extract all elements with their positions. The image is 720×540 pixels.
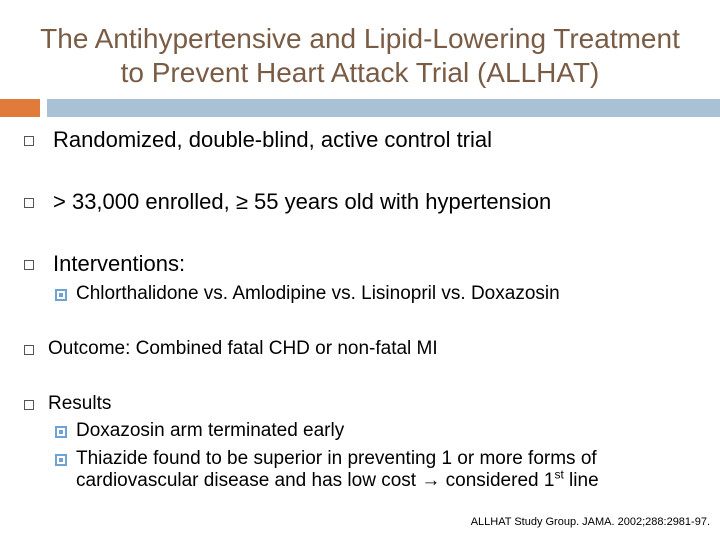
square-bullet-icon [24,198,34,208]
sub-bullet-icon [55,289,67,301]
sub-bullet-icon [55,454,67,466]
sub-bullet-drugs [55,283,560,305]
thiazide-line-1: Thiazide found to be superior in preventing 1 or more forms of [76,448,597,469]
sub-bullet-doxazosin [55,420,344,442]
bullet-text: Results [48,393,112,414]
bullet-trial-design [24,127,492,153]
sub-bullet-text: Chlorthalidone vs. Amlodipine vs. Lisinopril vs. Doxazosin [76,283,560,304]
bullet-text: > 33,000 enrolled, ≥ 55 years old with hypertension [53,189,552,214]
sub-bullet-text: Doxazosin arm terminated early [76,420,345,441]
title-divider-bar [47,99,720,117]
square-bullet-icon [24,136,34,146]
sub-bullet-icon [55,426,67,438]
square-bullet-icon [24,260,34,270]
citation: ALLHAT Study Group. JAMA. 2002;288:2981-97. [470,516,710,528]
title-line-1: The Antihypertensive and Lipid-Lowering Treatment [40,23,680,54]
ordinal-superscript: st [554,467,564,482]
square-bullet-icon [24,400,34,410]
bullet-results [24,393,111,415]
bullet-text: Outcome: Combined fatal CHD or non-fatal MI [48,338,438,359]
thiazide-line-2-middle: considered 1 [440,470,555,491]
bullet-interventions [24,251,185,277]
square-bullet-icon [24,345,34,355]
sub-bullet-thiazide [55,448,599,492]
bullet-text: Randomized, double-blind, active control trial [53,127,493,152]
title-accent-bar [0,99,40,117]
title-line-2: to Prevent Heart Attack Trial (ALLHAT) [120,57,600,88]
bullet-text: Interventions: [53,251,186,276]
thiazide-line-2-end: line [563,470,599,491]
slide-title [0,22,720,90]
right-arrow-icon: → [421,470,441,491]
sub-bullet-text [76,448,599,492]
bullet-enrollment [24,189,551,215]
thiazide-line-2-start: cardiovascular disease and has low cost [76,470,422,491]
bullet-outcome [24,338,438,360]
